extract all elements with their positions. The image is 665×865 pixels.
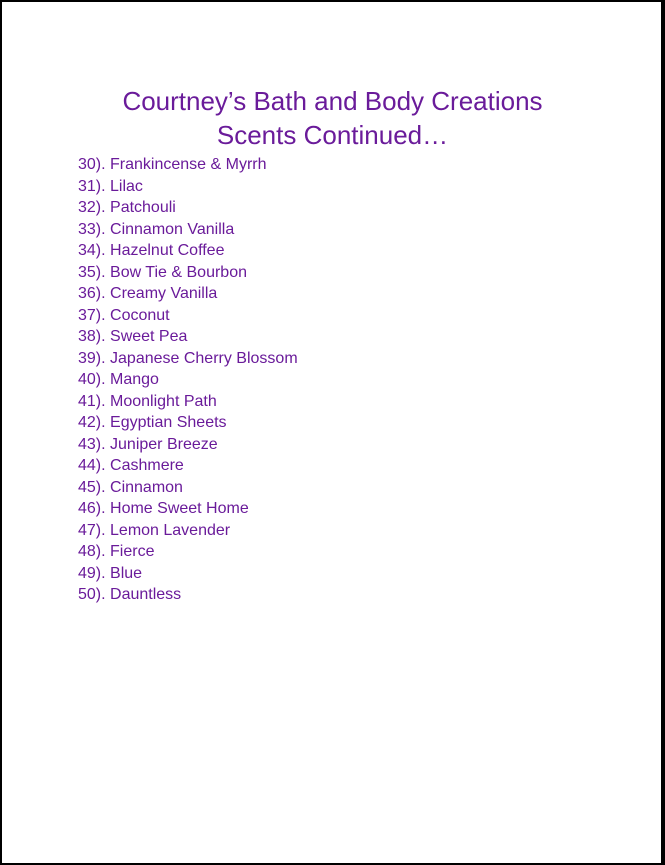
scent-item: 43). Juniper Breeze bbox=[78, 435, 218, 453]
scent-list bbox=[78, 154, 298, 606]
scent-item: 41). Moonlight Path bbox=[78, 392, 217, 410]
scent-item: 46). Home Sweet Home bbox=[78, 500, 249, 517]
scent-item: 32). Patchouli bbox=[78, 199, 176, 216]
scent-item: 31). Lilac bbox=[78, 177, 143, 195]
scent-item: 45). Cinnamon bbox=[78, 478, 183, 496]
scent-item: 48). Fierce bbox=[78, 543, 155, 560]
scent-item: 33). Cinnamon Vanilla bbox=[78, 220, 235, 238]
scent-item: 50). Dauntless bbox=[78, 586, 182, 603]
scent-item: 44). Cashmere bbox=[78, 457, 184, 474]
scent-item: 49). Blue bbox=[78, 564, 143, 582]
scent-item: 38). Sweet Pea bbox=[78, 328, 188, 345]
scent-item: 37). Coconut bbox=[78, 306, 170, 324]
scent-item: 40). Mango bbox=[78, 371, 159, 388]
title-line-business-name: Courtney’s Bath and Body Creations bbox=[122, 86, 543, 116]
scent-item: 42). Egyptian Sheets bbox=[78, 414, 227, 431]
scent-item: 47). Lemon Lavender bbox=[78, 521, 231, 539]
scent-item: 39). Japanese Cherry Blossom bbox=[78, 349, 298, 367]
scent-item: 30). Frankincense & Myrrh bbox=[78, 156, 267, 173]
page-title bbox=[2, 84, 663, 152]
title-line-subtitle: Scents Continued… bbox=[216, 120, 449, 150]
scent-item: 35). Bow Tie & Bourbon bbox=[78, 263, 247, 281]
scent-item: 36). Creamy Vanilla bbox=[78, 285, 218, 302]
scent-item: 34). Hazelnut Coffee bbox=[78, 242, 225, 259]
